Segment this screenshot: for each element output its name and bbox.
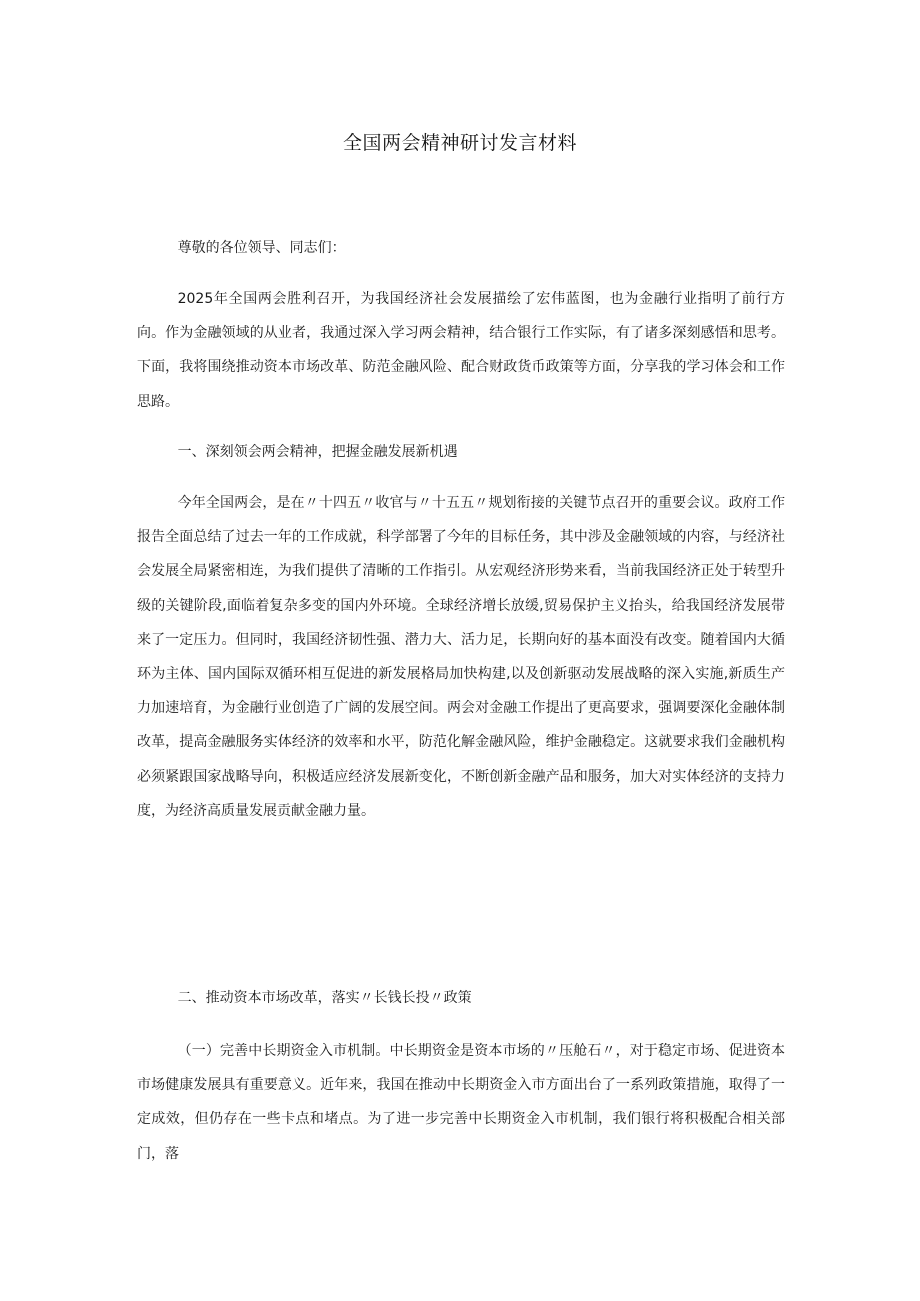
salutation-block (137, 231, 785, 265)
section-2-heading-block (137, 981, 785, 1015)
section-2-heading: 二、推动资本市场改革，落实〃长钱长投〃政策 (177, 990, 472, 1006)
section-1-heading-block (137, 435, 785, 469)
intro-block (137, 282, 785, 419)
salutation: 尊敬的各位领导、同志们： (177, 240, 346, 256)
document-title: 全国两会精神研讨发言材料 (342, 132, 577, 154)
intro-paragraph: 2025年全国两会胜利召开，为我国经济社会发展描绘了宏伟蓝图，也为金融行业指明了前行方向。作为金融领域的从业者，我通过深入学习两会精神，结合银行工作实际，有了诸多深刻感悟和思考。下面，我将围绕推动资本市场改革、防范金融风险、配合财政货币政策等方面，分享我的学习体会和工作思路。 (137, 291, 785, 410)
section-1-heading: 一、深刻领会两会精神，把握金融发展新机遇 (177, 444, 458, 460)
subsection-1-paragraph: （一）完善中长期资金入市机制。中长期资金是资本市场的〃压舱石〃，对于稳定市场、促进资本市场健康发展具有重要意义。近年来，我国在推动中长期资金入市方面出台了一系列政策措施，取得了一定成效，但仍存在一些卡点和堵点。为了进一步完善中长期资金入市机制，我们银行将积极配合相关部门，落 (137, 1043, 785, 1162)
section-1-paragraph: 今年全国两会，是在〃十四五〃收官与〃十五五〃规划衔接的关键节点召开的重要会议。政府工作报告全面总结了过去一年的工作成就，科学部署了今年的目标任务，其中涉及金融领域的内容，与经济社会发展全局紧密相连，为我们提供了清晰的工作指引。从宏观经济形势来看，当前我国经济正处于转型升级的关键阶段,面临着复杂多变的国内外环境。全球经济增长放缓,贸易保护主义抬头，给我国经济发展带来了一定压力。但同时，我国经济韧性强、潜力大、活力足，长期向好的基本面没有改变。随着国内大循环为主体、国内国际双循环相互促进的新发展格局加快构建,以及创新驱动发展战略的深入实施,新质生产力加速培育，为金融行业创造了广阔的发展空间。两会对金融工作提出了更高要求，强调要深化金融体制改革，提高金融服务实体经济的效率和水平，防范化解金融风险，维护金融稳定。这就要求我们金融机构必须紧跟国家战略导向，积极适应经济发展新变化，不断创新金融产品和服务，加大对实体经济的支持力度，为经济高质量发展贡献金融力量。 (137, 495, 785, 819)
section-1-body-block (137, 486, 785, 828)
subsection-1-body-block (137, 1034, 785, 1171)
